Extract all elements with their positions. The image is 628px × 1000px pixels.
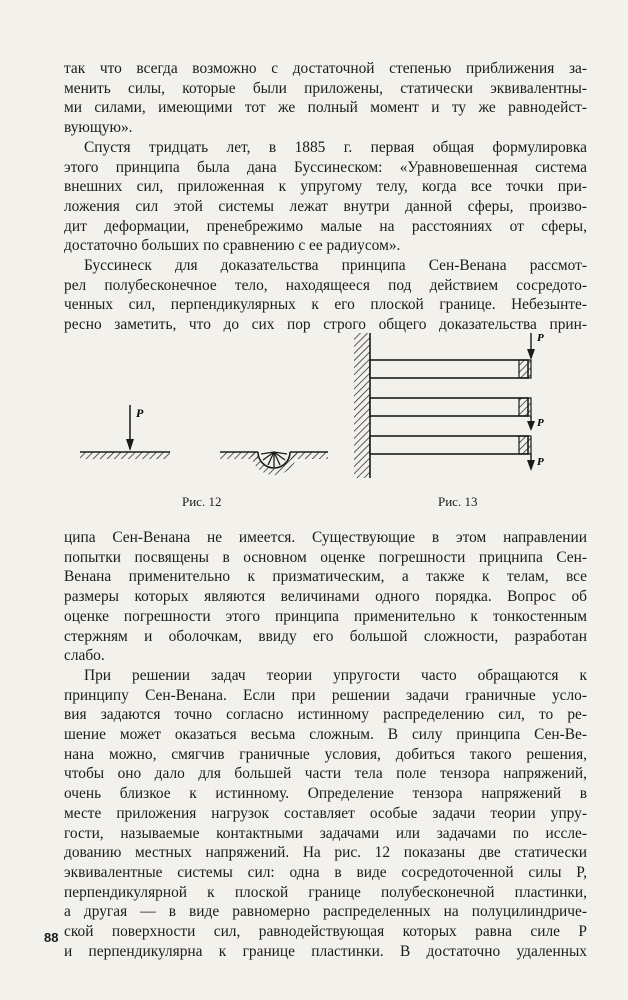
text-line: оценке погрешности этого принципа применительно к тонкостенным [64,607,587,625]
fig12-concentrated-force [80,405,170,459]
text-line: чтобы оно дало для большей части тела поле тензора напряжений, [64,765,587,783]
text-line: очень близкое к истинному. Определение тензора напряжений в [64,785,587,803]
text-line: шение может оказаться весьма сложным. В силу принципа Сен-Ве- [64,726,587,744]
text-line: вующую». [64,119,133,137]
text-line: перпендикулярной к плоской границе полубесконечной пластинки, [64,883,587,901]
text-block-top [64,59,587,335]
text-line: вия задаются точно согласно истинному распределению сил, то ре- [64,706,587,724]
figures [78,325,588,515]
paragraph [64,256,587,335]
text-line: Венана применительно к призматическим, а также к телам, все [64,568,587,586]
text-line: ресно заметить, что до сих пор строго общего доказательства прин- [64,316,587,334]
text-line: ченных сил, перпендикулярных к его плоской границе. Небезынте- [64,296,587,314]
paragraph [64,528,587,666]
text-line: гости, называемые контактными задачами или задачами по иссле- [64,824,587,842]
text-line: слабо. [64,647,105,665]
force-label: P [537,456,544,468]
paragraph [64,666,587,962]
page-number: 88 [44,930,59,945]
cantilever-bar [370,332,544,378]
text-block-bottom [64,528,587,961]
cantilever-bar [370,436,544,471]
text-line: ской поверхности сил, равнодействующая которых равна силе P [64,923,587,941]
text-line: внешних сил, приложенная к упругому телу, когда все точки при- [64,178,587,196]
fig13-cantilevers [354,332,544,478]
text-line: стержням и оболочкам, ввиду его большой сложности, разработан [64,627,587,645]
text-line: а другая — в виде равномерно распределенных на полуцилиндриче- [64,903,587,921]
text-line: размеры которых являются величинами одного порядка. Вопрос об [64,588,587,606]
text-line: ципа Сен-Венана не имеется. Существующие в этом направлении [64,529,587,546]
force-label: P [136,406,144,420]
text-line: Буссинеск для доказательства принципа Сен-Венана рассмот- [84,257,587,275]
text-line: нана можно, смягчив граничные условия, добиться такого решения, [64,745,587,763]
text-line: месте приложения нагрузок составляет особые задачи теории упру- [64,804,587,822]
fig12-distributed-forces [220,452,328,475]
paragraph [64,59,587,138]
cantilever-bar [370,398,544,431]
fig13-caption: Рис. 13 [438,494,478,509]
text-line: При решении задач теории упругости часто обращаются к [84,666,587,684]
force-label: P [537,417,544,429]
fig12-caption: Рис. 12 [182,494,222,509]
text-line: рел полубесконечное тело, находящееся под действием сосредото- [64,276,587,294]
text-line: ми силами, имеющими тот же полный момент и ту же равнодейст- [64,99,587,117]
figures-svg [78,325,588,515]
text-line: менить силы, которые были приложены, статически эквивалентны- [64,79,587,97]
text-line: этого принципа была дана Буссинеском: «Уравновешенная система [64,158,587,176]
text-line: и перпендикулярна к границе пластинки. В достаточно удаленных [64,942,587,960]
text-line: так что всегда возможно с достаточной степенью приближения за- [64,60,587,77]
text-line: Спустя тридцать лет, в 1885 г. первая общая формулировка [84,138,587,156]
text-line: достаточно больших по сравнению с ее радиусом». [64,237,401,255]
text-line: дит деформации, пренебрежимо малые на расстояниях от сферы, [64,217,587,235]
force-label: P [537,332,544,344]
text-line: попытки посвящены в основном оценке погрешности прицнипа Сен- [64,548,587,566]
text-line: ложения сил этой системы лежат внутри данной сферы, произво- [64,197,587,215]
text-line: эквивалентные системы сил: одна в виде сосредоточенной силы P, [64,863,587,881]
paragraph [64,138,587,256]
text-line: принципу Сен-Венана. Если при решении задачи граничные усло- [64,686,587,704]
text-line: дованию местных напряжений. На рис. 12 показаны две статически [64,844,587,862]
